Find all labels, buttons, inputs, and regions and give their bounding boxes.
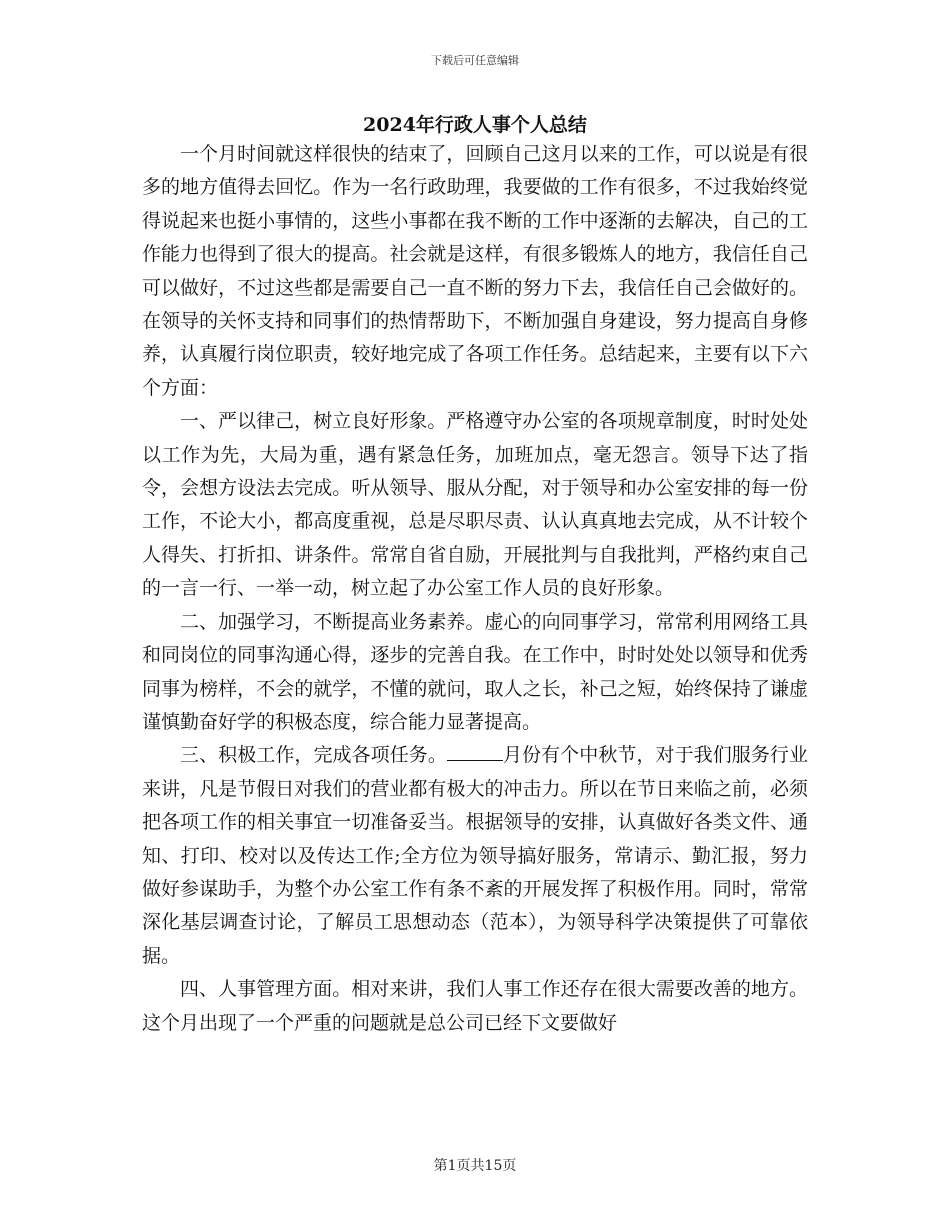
- blank-underline: [447, 759, 503, 761]
- paragraph-section-4: 四、人事管理方面。相对来讲，我们人事工作还存在很大需要改善的地方。这个月出现了一个严重的问题就是总公司已经下文要做好: [142, 978, 808, 1034]
- page-header-note: 下载后可任意编辑: [431, 54, 519, 67]
- paragraph-section-1: 一、严以律己，树立良好形象。严格遵守办公室的各项规章制度，时时处处以工作为先，大局为重，遇有紧急任务，加班加点，毫无怨言。领导下达了指令，会想方设法去完成。听从领导、服从分配，对于领导和办公室安排的每一份工作，不论大小，都高度重视，总是尽职尽责、认认真真地去完成，从不计较个人得失、打折扣、讲条件。常常自省自励，开展批判与自我批判，严格约束自己的一言一行、一举一动，树立起了办公室工作人员的良好形象。: [142, 410, 808, 600]
- paragraph-section-2: 二、加强学习，不断提高业务素养。虚心的向同事学习，常常利用网络工具和同岗位的同事沟通心得，逐步的完善自我。在工作中，时时处处以领导和优秀同事为榜样，不会的就学，不懂的就问，取人之长，补己之短，始终保持了谦虚谨慎勤奋好学的积极态度，综合能力显著提高。: [142, 610, 808, 733]
- document-title: 2024年行政人事个人总结: [363, 114, 587, 136]
- page-number: 第1页共15页: [433, 1158, 517, 1174]
- paragraph-intro: 一个月时间就这样很快的结束了，回顾自己这月以来的工作，可以说是有很多的地方值得去回忆。作为一名行政助理，我要做的工作有很多，不过我始终觉得说起来也挺小事情的，这些小事都在我不断的工作中逐渐的去解决，自己的工作能力也得到了很大的提高。社会就是这样，有很多锻炼人的地方，我信任自己可以做好，不过这些都是需要自己一直不断的努力下去，我信任自己会做好的。在领导的关怀支持和同事们的热情帮助下，不断加强自身建设，努力提高自身修养，认真履行岗位职责，较好地完成了各项工作任务。总结起来，主要有以下六个方面：: [142, 143, 808, 399]
- paragraph-section-3-start: 三、积极工作，完成各项任务。: [180, 744, 447, 767]
- paragraph-section-3-rest: 月份有个中秋节，对于我们服务行业来讲，凡是节假日对我们的营业都有极大的冲击力。所以在节日来临之前，必须把各项工作的相关事宜一切准备妥当。根据领导的安排，认真做好各类文件、通知、打印、校对以及传达工作;全方位为领导搞好服务，常请示、勤汇报，努力做好参谋助手，为整个办公室工作有条不紊的开展发挥了积极作用。同时，常常深化基层调查讨论，了解员工思想动态（范本），为领导科学决策提供了可靠依据。: [142, 744, 808, 967]
- document-body: [142, 138, 808, 1040]
- paragraph-section-3: [142, 739, 808, 973]
